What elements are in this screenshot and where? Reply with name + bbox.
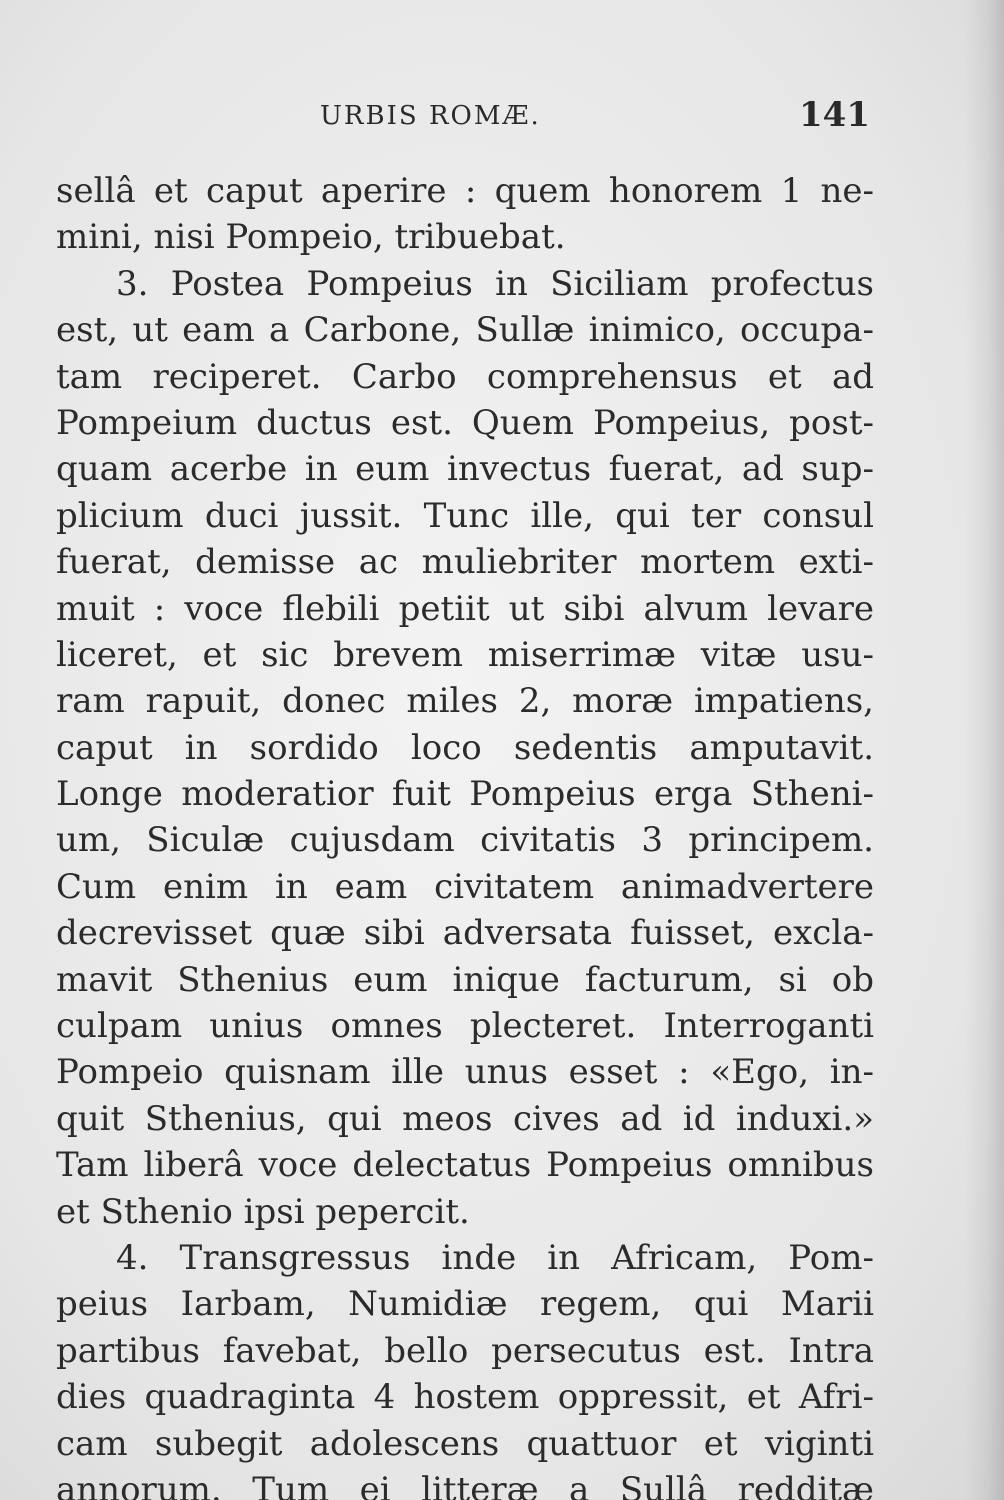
text-line: quam acerbe in eum invectus fuerat, ad sup- (56, 449, 874, 490)
text-line: caput in sordido loco sedentis amputavit. (56, 727, 874, 768)
text-line: mini, nisi Pompeio, tribuebat. (56, 217, 566, 258)
body-text (56, 168, 874, 1500)
running-title: URBIS ROMÆ. (320, 101, 541, 131)
text-line: Pompeio quisnam ille unus esset : «Ego, in- (56, 1052, 874, 1093)
text-line: 4. Transgressus inde in Africam, Pom- (116, 1237, 874, 1278)
text-line: Cum enim in eam civitatem animadvertere (56, 866, 874, 907)
text-line: fuerat, demisse ac muliebriter mortem exti- (56, 542, 874, 583)
text-line: peius Iarbam, Numidiæ regem, qui Marii (56, 1284, 874, 1325)
text-line: Tam liberâ voce delectatus Pompeius omnibus (56, 1145, 874, 1186)
text-line: decrevisset quæ sibi adversata fuisset, excla- (56, 913, 874, 954)
page-number: 141 (799, 95, 870, 135)
text-line: mavit Sthenius eum inique facturum, si ob (56, 959, 874, 1000)
page-edge-shadow (964, 0, 1004, 1500)
text-line: culpam unius omnes plecteret. Interroganti (56, 1006, 874, 1047)
running-head (60, 95, 870, 145)
text-line: tam reciperet. Carbo comprehensus et ad (56, 356, 874, 397)
text-line: ram rapuit, donec miles 2, moræ impatiens, (56, 681, 874, 722)
text-line: Pompeium ductus est. Quem Pompeius, post- (56, 402, 874, 443)
text-line: annorum. Tum ei litteræ a Sullâ redditæ (56, 1469, 874, 1500)
text-line: Longe moderatior fuit Pompeius erga Stheni- (56, 774, 874, 815)
text-line: liceret, et sic brevem miserrimæ vitæ usu- (56, 634, 874, 675)
text-line: sellâ et caput aperire : quem honorem 1 ne- (56, 171, 874, 211)
text-line: quit Sthenius, qui meos cives ad id induxi.» (56, 1098, 874, 1139)
text-line: 3. Postea Pompeius in Siciliam profectus (116, 263, 874, 304)
text-line: muit : voce flebili petiit ut sibi alvum levare (56, 588, 874, 629)
text-line: plicium duci jussit. Tunc ille, qui ter consul (56, 495, 874, 536)
text-line: cam subegit adolescens quattuor et viginti (56, 1423, 874, 1464)
text-line: partibus favebat, bello persecutus est. Intra (56, 1330, 874, 1371)
text-line: et Sthenio ipsi pepercit. (56, 1191, 470, 1232)
text-line: dies quadraginta 4 hostem oppressit, et Afri- (56, 1377, 874, 1418)
text-line: est, ut eam a Carbone, Sullæ inimico, occupa- (56, 310, 874, 351)
text-line: um, Siculæ cujusdam civitatis 3 principem. (56, 820, 874, 861)
